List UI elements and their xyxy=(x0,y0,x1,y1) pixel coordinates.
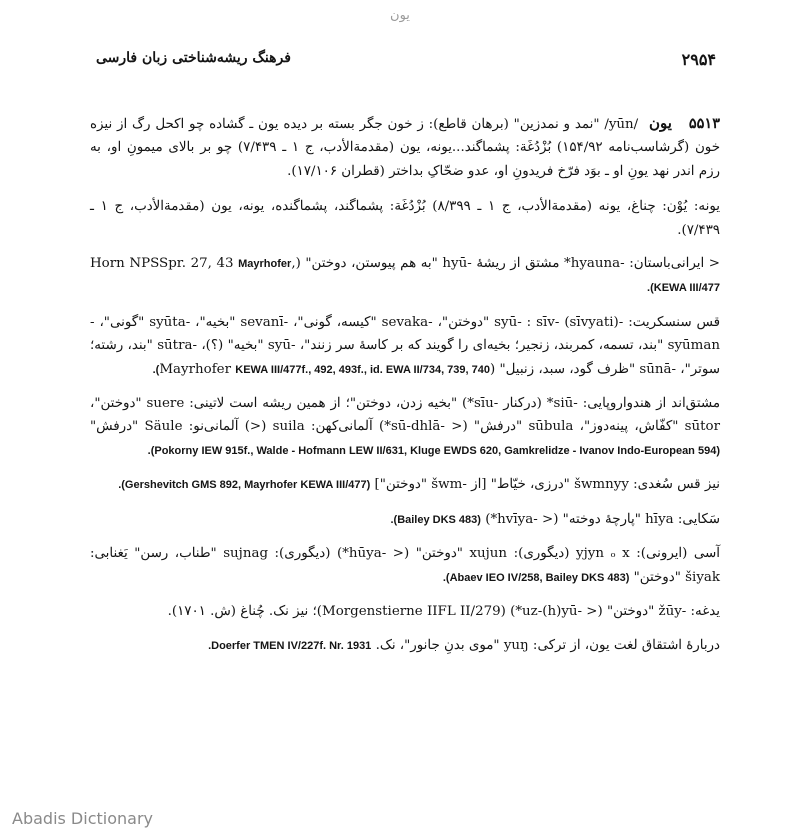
etymology-reference: (Pokorny IEW 915f., Walde - Hofmann LEW II/631, Kluge EWDS 620, Gamkrelidze - Ivanov Indo-European 594). xyxy=(147,444,720,457)
etymology-ossetic xyxy=(90,542,720,590)
entry-derivative: یونه: یُوْن: چناغ، یونه (مقدمة‌الأدب، ج ۱ ـ ۸/۳۹۹) بُزْدُغَة: پشماگند، پشماگنده، یونه، یون (مقدمة‌الأدب، ج ۱ ـ ۷/۴۳۹). xyxy=(90,199,720,238)
etymology-reference: (Abaev IEO IV/258, Bailey DKS 483). xyxy=(442,571,630,584)
entry-number: ۵۵۱۳ xyxy=(688,115,720,132)
etymology-indo-european xyxy=(90,392,720,463)
etymology-saka xyxy=(90,508,720,532)
etymology-text: قس سنسکریت: -syū- : sīv- (sīvyati) "دوختن"، -sevaka "کیسه، گونی"، -sevanī "بخیه"، -syūta "گونی"، -syūman "بند، تسمه، کمربند، زنجیر؛ بخیه‌ای را گویند که بر کاسهٔ سر زنند"، -syū "بخیه" (؟)، -sūtra "بند، رشته؛ سوتر"، -sūnā "ظرف گود، سبد، زنبیل" (Mayrhofer xyxy=(90,314,720,377)
etymology-reference: (Gershevitch GMS 892, Mayrhofer KEWA III/477). xyxy=(118,479,371,492)
etymology-sanskrit xyxy=(90,311,720,382)
page-header xyxy=(96,50,716,74)
etymology-text: یدغه: -žūy "دوختن" (< -uz-(h)yū*) (Morgenstierne IIFL II/279)؛ نیز نک. چُناغ (ش. ۱۷۰۱). xyxy=(167,603,720,619)
etymology-turkic xyxy=(90,634,720,658)
site-word-label: یون xyxy=(390,8,410,23)
etymology-text: سَکایی: hīya "پارچهٔ دوخته" (< -hvīya*) xyxy=(485,511,720,527)
etymology-reference: Doerfer TMEN IV/227f. Nr. 1931. xyxy=(208,640,372,653)
etymology-yidgha xyxy=(90,600,720,624)
etymology-text: مشتق‌اند از هندواروپایی: -siū* (درکنار -sīu*) "بخیه زدن، دوختن"؛ از همین ریشه است لاتینی: suere "دوختن"، sūtor "کفّاش، پینه‌دوز"، sūbula "درفش" (< -sū-dhlā*) آلمانی‌کهن: suila (<) آلمانی‌نو: Säule "درفش" xyxy=(90,396,721,435)
etymology-sogdian xyxy=(90,473,720,497)
etymology-text: < ایرانی‌باستان: -hyauna* مشتق از ریشهٔ -hyū "به هم پیوستن، دوختن" (,Horn NPSSpr. 27, 43 xyxy=(90,256,720,272)
etymology-reference: Mayrhofer KEWA III/477). xyxy=(238,258,720,295)
etymology-text: نیز قس سُغدی: šwmnyy "درزی، خیّاط" [از -šwm "دوختن"] xyxy=(374,477,720,493)
entry-block xyxy=(90,112,720,183)
entry-headword: یون xyxy=(649,114,672,132)
etymology-text: آسی (ایرونی): yjyn ₒ x (دیگوری): xujun "دوختن" (< -hūya*) (دیگوری): sujnag "طناب، رسن" یَغنابی: šiyak "دوختن" xyxy=(90,546,720,585)
etymology-reference: KEWA III/477f., 492, 493f., id. EWA II/734, 739, 740). xyxy=(152,363,491,376)
dictionary-page xyxy=(90,112,720,669)
etymology-reference: (Bailey DKS 483). xyxy=(390,513,481,526)
etymology-text: دربارهٔ اشتقاق لغت یون، از ترکی: yuŋ "موی بدنِ جانور"، نک. xyxy=(375,638,720,654)
etymology-old-iranian xyxy=(90,252,720,301)
book-title: فرهنگ ریشه‌شناختی زبان فارسی xyxy=(96,50,291,66)
entry-definition: /yūn/ "نمد و نمدزین" (برهان قاطع): ز خون جگر بسته بر دیده یون ـ گشاده چو اکحل رگ از نیزه خون (گرشاسب‌نامه ۱۵۴/۹۲) بُزْدُغَة: پشماگند...یونه، یون (مقدمة‌الأدب، ج ۱ ـ ۷/۴۳۹) چو بر بالای میمون‌ِ او، به رزم اندر نهد یونِ او ـ بوَد فرّخ فریدونِ او، عدو ضحّاکِ بداختر (قطران ۱۷/۱۰۶). xyxy=(90,117,721,179)
page-number: ۲۹۵۴ xyxy=(681,50,716,69)
watermark-label: Abadis Dictionary xyxy=(12,809,153,828)
